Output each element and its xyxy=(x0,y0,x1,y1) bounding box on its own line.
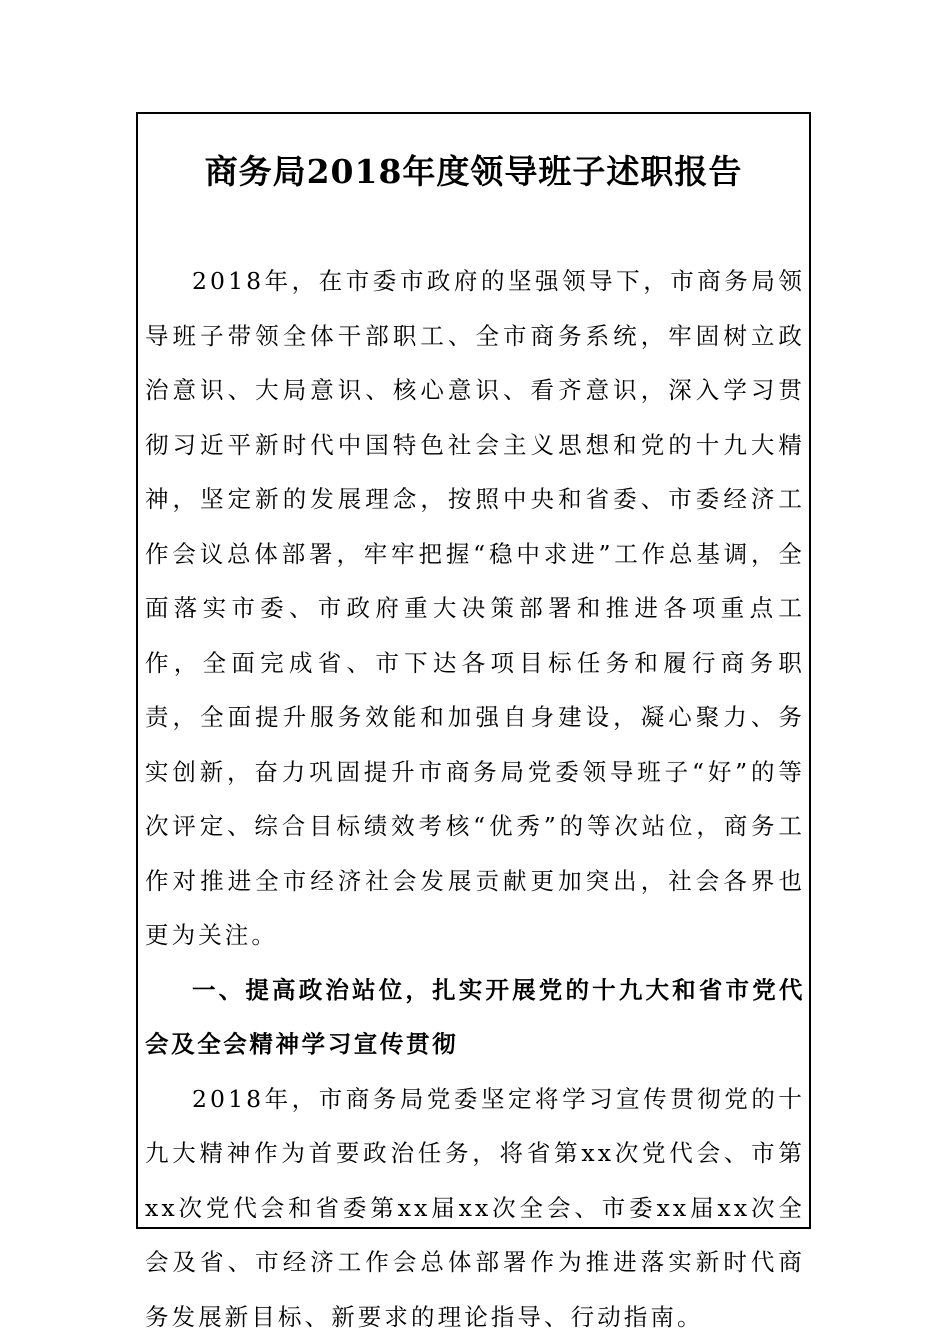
intro-paragraph: 2018年，在市委市政府的坚强领导下，市商务局领导班子带领全体干部职工、全市商务系统，牢固树立政治意识、大局意识、核心意识、看齐意识，深入学习贯彻习近平新时代中国特色社会主义思想和党的十九大精神，坚定新的发展理念，按照中央和省委、市委经济工作会议总体部署，牢牢把握“稳中求进”工作总基调，全面落实市委、市政府重大决策部署和推进各项重点工作，全面完成省、市下达各项目标任务和履行商务职责，全面提升服务效能和加强自身建设，凝心聚力、务实创新，奋力巩固提升市商务局党委领导班子“好”的等次评定、综合目标绩效考核“优秀”的等次站位，商务工作对推进全市经济社会发展贡献更加突出，社会各界也更为关注。 xyxy=(145,267,805,949)
section-1-paragraph: 2018年，市商务局党委坚定将学习宣传贯彻党的十九大精神作为首要政治任务，将省第xx次党代会、市第xx次党代会和省委第xx届xx次全会、市委xx届xx次全会及省、市经济工作会总体部署作为推进落实新时代商务发展新目标、新要求的理论指导、行动指南。 xyxy=(145,1084,805,1331)
section-heading-1: 一、提高政治站位，扎实开展党的十九大和省市党代会及全会精神学习宣传贯彻 xyxy=(145,975,805,1058)
document-title: 商务局2018年度领导班子述职报告 xyxy=(204,152,743,191)
document-body xyxy=(145,254,805,1344)
document-frame xyxy=(136,112,811,1331)
